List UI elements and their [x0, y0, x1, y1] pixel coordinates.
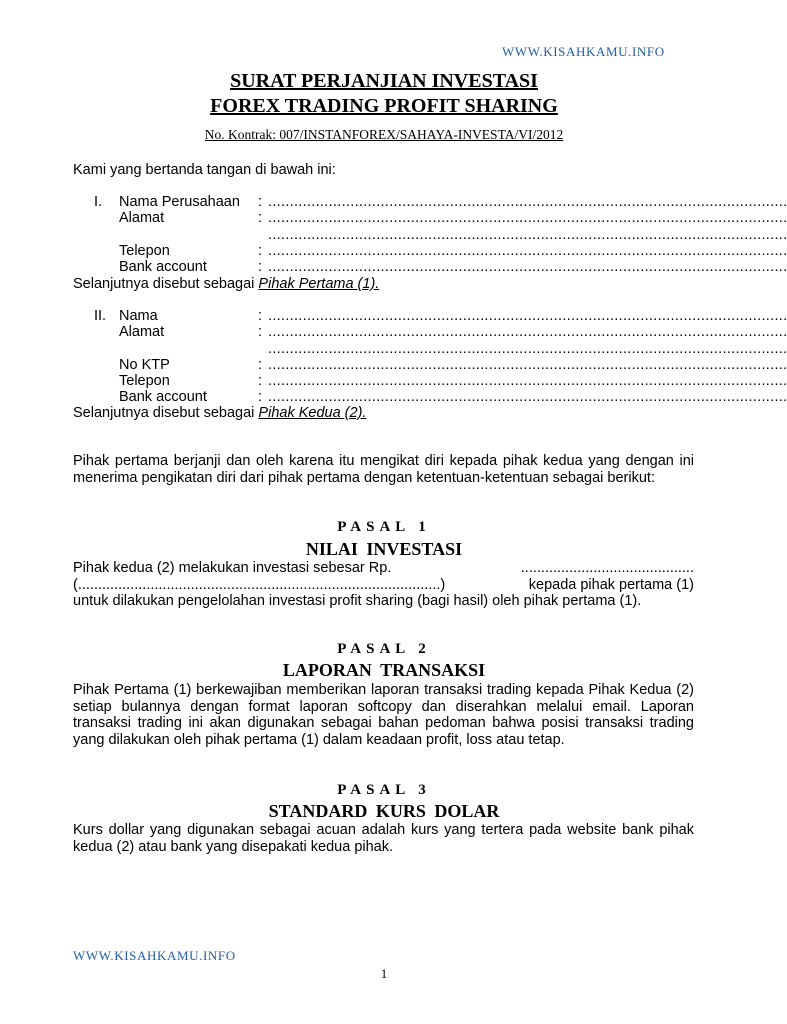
fill-in-dots: ........................................................................................................................ — [268, 243, 787, 259]
party2-label-bank: Bank account — [119, 389, 207, 405]
pasal1-line3: untuk dilakukan pengelolahan investasi profit sharing (bagi hasil) oleh pihak pertama (1). — [73, 593, 642, 609]
pasal1-line1 — [73, 560, 694, 577]
party1-label-name: Nama Perusahaan — [119, 194, 240, 210]
colon: : — [258, 243, 263, 259]
fill-in-dots: ........................................................................................................................ — [268, 324, 787, 340]
party2-label-id: No KTP — [119, 357, 170, 373]
fill-in-dots: ........................................................................................................................ — [268, 389, 787, 405]
colon: : — [258, 373, 263, 389]
fill-in-dots: ........................................................................................................................ — [268, 194, 787, 210]
header-website-link[interactable]: WWW.KISAHKAMU.INFO — [502, 44, 665, 59]
pasal2-title: LAPORAN TRANSAKSI — [282, 660, 486, 680]
fill-in-dots: ........................................................................................................................ — [268, 210, 787, 226]
pasal1-number: PASAL 1 — [337, 519, 431, 535]
colon: : — [258, 259, 263, 275]
party2-designation: Pihak Kedua (2). — [258, 405, 367, 421]
party2-label-name: Nama — [119, 308, 158, 324]
page-number: 1 — [380, 966, 388, 981]
colon: : — [258, 210, 263, 226]
pasal3-title: STANDARD KURS DOLAR — [268, 801, 500, 821]
fill-in-dots: ........................................................................................................................ — [268, 341, 787, 357]
party2-label-phone: Telepon — [119, 373, 170, 389]
intro-text: Kami yang bertanda tangan di bawah ini: — [73, 162, 336, 178]
footer-website-link[interactable]: WWW.KISAHKAMU.INFO — [73, 948, 236, 963]
pasal3-text: Kurs dollar yang digunakan sebagai acuan adalah kurs yang tertera pada website bank pihak kedua (2) atau bank yang disepakati kedua pihak. — [73, 822, 694, 855]
party1-label-phone: Telepon — [119, 243, 170, 259]
pasal1-title: NILAI INVESTASI — [305, 539, 463, 559]
fill-in-dots: ........................................................................................................................ — [268, 259, 787, 275]
pasal1-amount-dots: ........................................... — [520, 560, 694, 576]
party1-number: I. — [94, 194, 103, 210]
party2-closing-prefix: Selanjutnya disebut sebagai — [73, 405, 255, 421]
fill-in-dots: ........................................................................................................................ — [268, 357, 787, 373]
party2-closing — [73, 405, 366, 422]
pasal1-line1-text: Pihak kedua (2) melakukan investasi sebesar Rp. — [73, 560, 392, 576]
document-title-line1: SURAT PERJANJIAN INVESTASI — [230, 70, 538, 92]
fill-in-dots: ........................................................................................................................ — [268, 227, 787, 243]
fill-in-dots: ........................................................................................................................ — [268, 308, 787, 324]
party2-label-address: Alamat — [119, 324, 165, 340]
pasal3-number: PASAL 3 — [337, 782, 431, 798]
agreement-paragraph: Pihak pertama berjanji dan oleh karena itu mengikat diri kepada pihak kedua yang dengan ini menerima pengikatan diri dari pihak pertama dengan ketentuan-ketentuan sebagai berikut: — [73, 453, 694, 486]
party1-label-address: Alamat — [119, 210, 165, 226]
party1-designation: Pihak Pertama (1). — [258, 276, 380, 292]
pasal1-line2 — [73, 577, 694, 594]
pasal2-text: Pihak Pertama (1) berkewajiban memberikan laporan transaksi trading kepada Pihak Kedua (2) setiap bulannya dengan format laporan softcopy dan diserahkan melalui email. Laporan transaksi trading ini akan digunakan sebagai bahan pedoman bahwa posisi transaksi trading yang dilakukan oleh pihak pertama (1) dalam keadaan profit, loss atau tetap. — [73, 682, 694, 748]
pasal2-number: PASAL 2 — [337, 641, 431, 657]
colon: : — [258, 194, 263, 210]
party1-closing-prefix: Selanjutnya disebut sebagai — [73, 276, 255, 292]
colon: : — [258, 357, 263, 373]
colon: : — [258, 324, 263, 340]
colon: : — [258, 308, 263, 324]
pasal1-line2-text: kepada pihak pertama (1) — [528, 577, 694, 593]
contract-number: No. Kontrak: 007/INSTANFOREX/SAHAYA-INVESTA/VI/2012 — [204, 127, 564, 142]
document-title-line2: FOREX TRADING PROFIT SHARING — [210, 95, 558, 117]
colon: : — [258, 389, 263, 405]
party1-closing — [73, 276, 379, 293]
fill-in-dots: ........................................................................................................................ — [268, 373, 787, 389]
party2-number: II. — [94, 308, 107, 324]
pasal1-words-dots: (..........................................................................................) — [73, 577, 446, 593]
party1-label-bank: Bank account — [119, 259, 207, 275]
